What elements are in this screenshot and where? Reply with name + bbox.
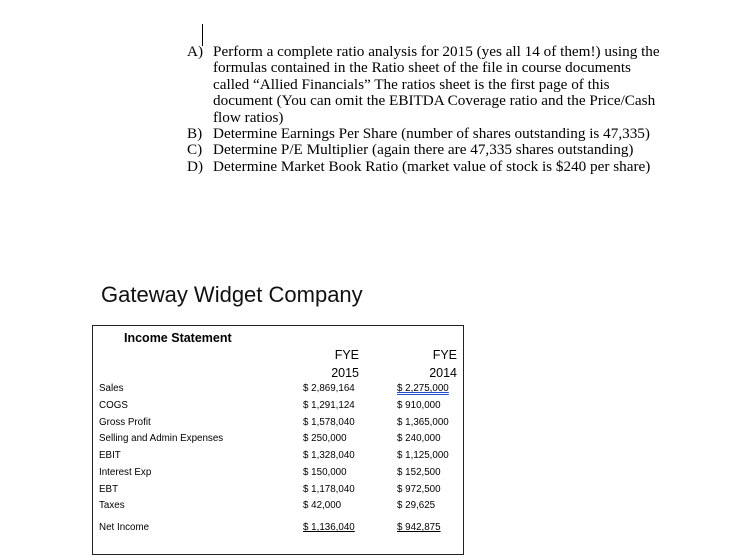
instruction-text: Perform a complete ratio analysis for 2015 (yes all 14 of them!) using the formulas contained in the Ratio sheet of the file in course documents called “Allied Financials” The ratios sheet is the first page of this document (You can omit the EBITDA Coverage ratio and the Price/Cash flow ratios) bbox=[213, 43, 660, 126]
statement-title: Income Statement bbox=[124, 331, 232, 345]
row-label: Taxes bbox=[99, 500, 125, 511]
row-label: EBIT bbox=[99, 450, 121, 461]
instruction-b bbox=[187, 126, 667, 142]
value-2014: $ 910,000 bbox=[397, 400, 441, 411]
value-2015: $ 42,000 bbox=[303, 500, 342, 511]
table-row bbox=[93, 467, 465, 483]
col-2014-label: FYE bbox=[432, 348, 457, 362]
row-label: Sales bbox=[99, 383, 124, 394]
value-2015: $ 1,291,124 bbox=[303, 400, 355, 411]
table-row bbox=[93, 400, 465, 416]
value-2014: $ 152,500 bbox=[397, 467, 441, 478]
value-2014: $ 942,875 bbox=[397, 522, 441, 533]
instruction-text: Determine Earnings Per Share (number of shares outstanding is 47,335) bbox=[213, 125, 650, 143]
row-label: COGS bbox=[99, 400, 128, 411]
col-2014-year: 2014 bbox=[429, 366, 457, 380]
instruction-d bbox=[187, 159, 667, 175]
table-row bbox=[93, 433, 465, 449]
value-2014: $ 29,625 bbox=[397, 500, 436, 511]
row-label: Interest Exp bbox=[99, 467, 152, 478]
instruction-c bbox=[187, 142, 667, 158]
instruction-a bbox=[187, 44, 667, 126]
col-2015-label: FYE bbox=[334, 348, 359, 362]
table-row bbox=[93, 522, 465, 538]
row-label: Gross Profit bbox=[99, 417, 151, 428]
table-row bbox=[93, 450, 465, 466]
table-row bbox=[93, 383, 465, 399]
instruction-text: Determine P/E Multiplier (again there are 47,335 shares outstanding) bbox=[213, 141, 634, 159]
instruction-letter: D) bbox=[187, 157, 204, 175]
table-row bbox=[93, 484, 465, 500]
value-2015: $ 1,178,040 bbox=[303, 484, 355, 495]
value-2014: $ 240,000 bbox=[397, 433, 441, 444]
value-2014: $ 972,500 bbox=[397, 484, 441, 495]
income-statement-table bbox=[92, 325, 464, 555]
col-2015-year: 2015 bbox=[331, 366, 359, 380]
value-2014: $ 1,365,000 bbox=[397, 417, 449, 428]
table-row bbox=[93, 417, 465, 433]
instructions-list bbox=[187, 44, 667, 175]
instruction-text: Determine Market Book Ratio (market value of stock is $240 per share) bbox=[213, 157, 651, 175]
value-2014: $ 2,275,000 bbox=[397, 383, 449, 394]
instruction-letter: C) bbox=[187, 141, 203, 159]
value-2015: $ 1,136,040 bbox=[303, 522, 355, 533]
value-2015: $ 250,000 bbox=[303, 433, 347, 444]
instruction-letter: A) bbox=[187, 43, 204, 60]
value-2015: $ 2,869,164 bbox=[303, 383, 355, 394]
value-2015: $ 1,328,040 bbox=[303, 450, 355, 461]
row-label: Selling and Admin Expenses bbox=[99, 433, 224, 444]
row-label: EBT bbox=[99, 484, 119, 495]
value-2015: $ 1,578,040 bbox=[303, 417, 355, 428]
table-row bbox=[93, 500, 465, 516]
row-label: Net Income bbox=[99, 522, 150, 533]
company-name: Gateway Widget Company bbox=[101, 282, 363, 307]
instruction-letter: B) bbox=[187, 125, 203, 143]
value-2015: $ 150,000 bbox=[303, 467, 347, 478]
value-2014: $ 1,125,000 bbox=[397, 450, 449, 461]
